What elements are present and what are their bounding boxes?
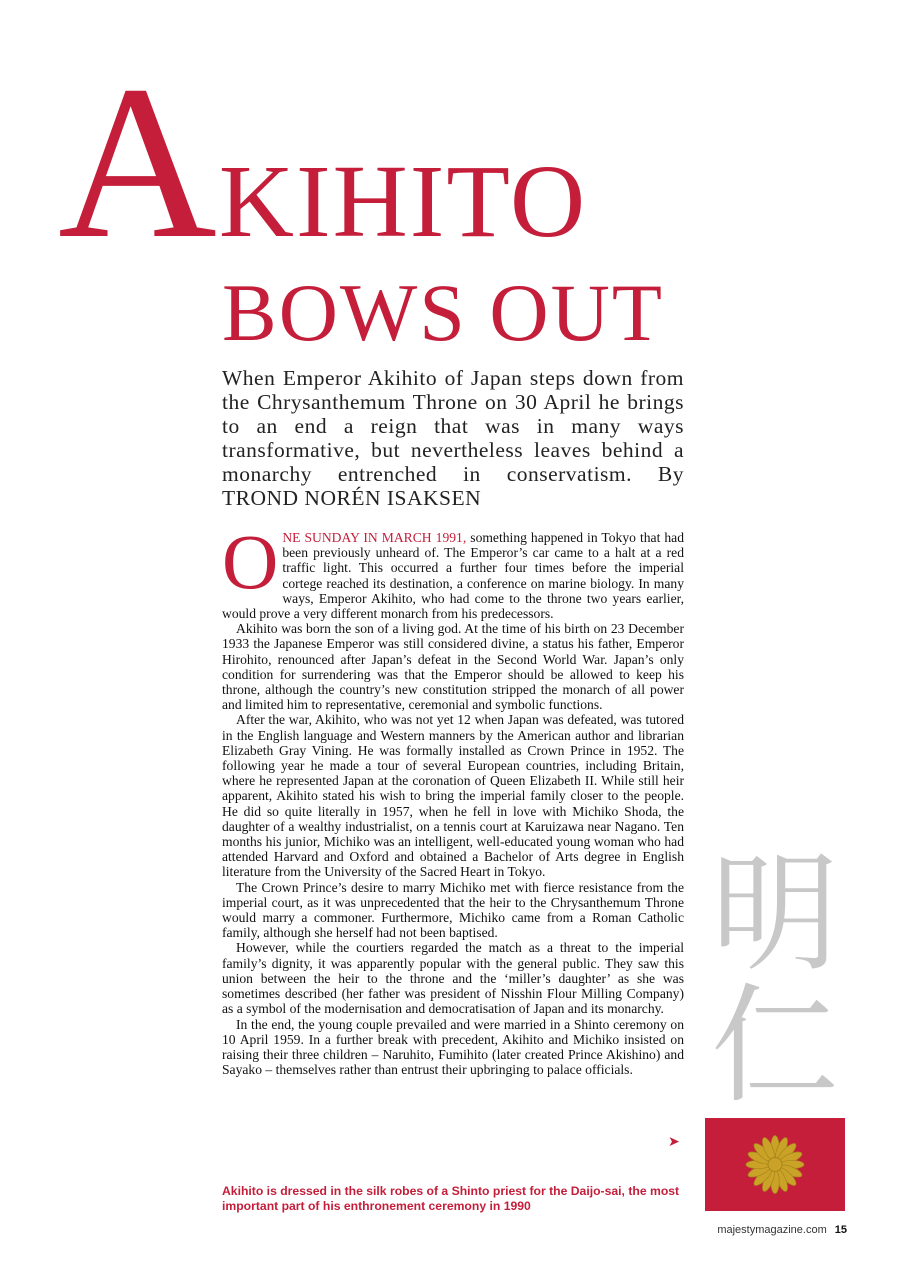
continue-arrow-icon: ➤ bbox=[668, 1135, 680, 1150]
dropcap: O bbox=[222, 518, 279, 605]
kanji-graphic bbox=[705, 840, 845, 1100]
standfirst: When Emperor Akihito of Japan steps down from the Chrysanthemum Throne on 30 April he brings to an end a reign that was in many ways transformative, but nevertheless leaves behind a monarchy entrenched in conservatism. By TROND NORÉN ISAKSEN bbox=[222, 366, 684, 510]
paragraph-1-text: something happened in Tokyo that had been previously unheard of. The Emperor’s car came to a halt at a red traffic light. This occurred a further four times before the imperial cortege reached its destination, a conference on marine biology. In many ways, Emperor Akihito, who had come to the throne two years earlier, would prove a very different monarch from his predecessors. bbox=[222, 530, 684, 622]
page-footer bbox=[717, 1224, 847, 1236]
headline-subtitle: BOWS OUT bbox=[222, 267, 664, 358]
paragraph-6: In the end, the young couple prevailed and were married in a Shinto ceremony on 10 April 1959. In a further break with precedent, Akihito and Michiko insisted on raising their three children – Naruhito, Fumihito (later created Prince Akishino) and Sayako – themselves rather than entrust their upbringing to palace officials. bbox=[222, 1016, 684, 1078]
paragraph-2: Akihito was born the son of a living god. At the time of his birth on 23 December 1933 the Japanese Emperor was still considered divine, a status his father, Emperor Hirohito, renounced after Japan’s defeat in the Second World War. Japan’s only condition for surrendering was that the Emperor should be allowed to keep his throne, although the country’s new constitution stripped the monarch of all power and limited him to representative, ceremonial and symbolic functions. bbox=[222, 621, 684, 713]
chrysanthemum-flag-icon bbox=[705, 1118, 845, 1211]
paragraph-4: The Crown Prince’s desire to marry Michiko met with fierce resistance from the imperial court, as it was unprecedented that the heir to the Chrysanthemum Throne would marry a commoner. Furthermore, Michiko came from a Roman Catholic family, although she herself had not been baptised. bbox=[222, 879, 684, 941]
paragraph-3: After the war, Akihito, who was not yet 12 when Japan was defeated, was tutored in the English language and Western manners by the American author and librarian Elizabeth Gray Vining. He was formally installed as Crown Prince in 1952. The following year he made a tour of several European countries, including Britain, where he represented Japan at the coronation of Queen Elizabeth II. While still heir apparent, Akihito stated his wish to bring the imperial family closer to the people. He did so quite literally in 1957, when he fell in love with Michiko Shoda, the daughter of a wealthy industrialist, on a tennis court at Karuizawa near Nagano. Ten months his junior, Michiko was an intelligent, well-educated young woman who had attended Harvard and Oxford and obtained a Bachelor of Arts degree in English literature from the University of the Sacred Heart in Tokyo. bbox=[222, 712, 684, 880]
headline-rest: kihito bbox=[218, 105, 588, 269]
paragraph-5: However, while the courtiers regarded the match as a threat to the imperial family’s dignity, it was apparently popular with the general public. They saw this union between the heir to the throne and the ‘miller’s daughter’ as she was sometimes described (her father was president of Nisshin Flour Milling Company) as a symbol of the modernisation and democratisation of Japan and its monarchy. bbox=[222, 940, 684, 1017]
imperial-flag bbox=[705, 1118, 845, 1211]
kanji-calligraphy bbox=[705, 840, 845, 1100]
lead-in: NE SUNDAY IN MARCH 1991, bbox=[282, 530, 467, 545]
kanji-hito: 仁 bbox=[710, 972, 840, 1100]
headline-initial: A bbox=[58, 40, 219, 284]
paragraph-1 bbox=[222, 518, 684, 622]
page-number: 15 bbox=[834, 1224, 847, 1236]
kanji-mei: 明 bbox=[710, 840, 840, 989]
headline bbox=[58, 40, 858, 284]
article-body bbox=[222, 518, 684, 1078]
photo-caption: Akihito is dressed in the silk robes of a Shinto priest for the Daijo-sai, the most important part of his enthronement ceremony in 1990 bbox=[222, 1184, 680, 1213]
footer-site: majestymagazine.com bbox=[717, 1224, 827, 1236]
